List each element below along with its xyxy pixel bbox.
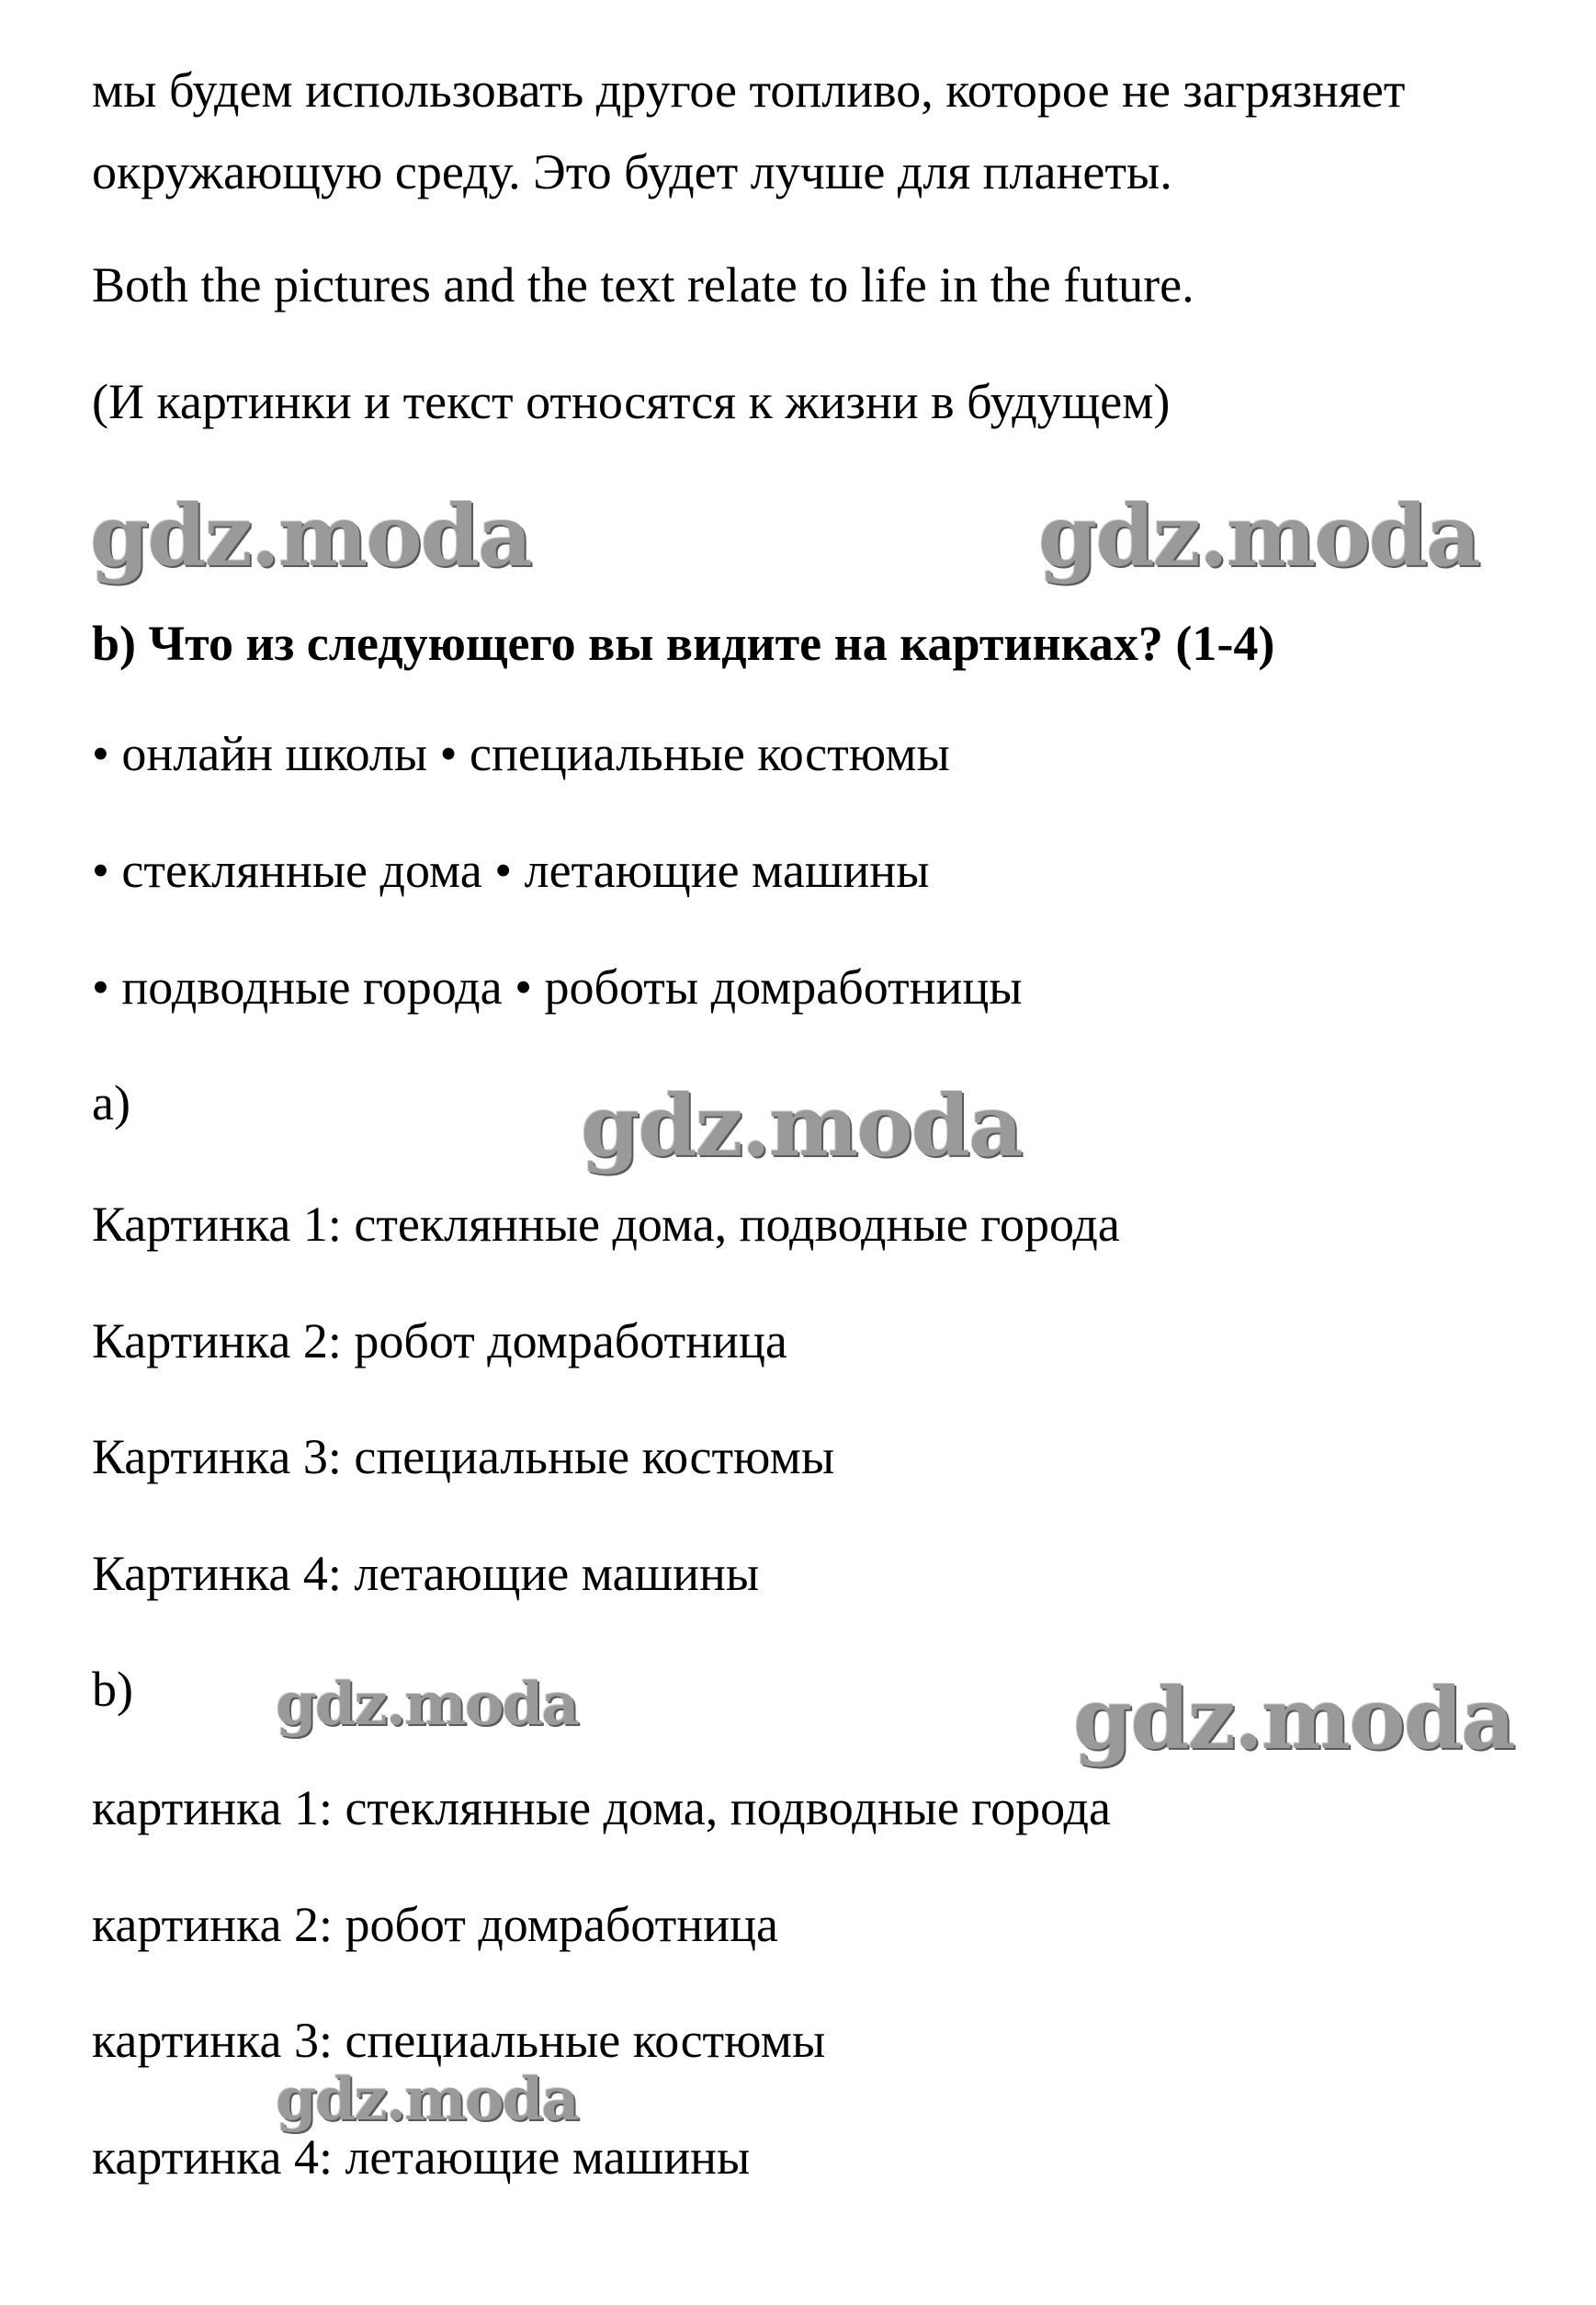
task-heading: b) Что из следующего вы видите на картинках? (1-4): [92, 616, 1275, 671]
section-label-b: b): [92, 1662, 133, 1717]
option-line: • подводные города • роботы домработницы: [92, 959, 1023, 1015]
answer-line: картинка 3: специальные костюмы: [92, 2013, 826, 2068]
answer-line: картинка 1: стеклянные дома, подводные города: [92, 1780, 1111, 1835]
answer-line: Картинка 3: специальные костюмы: [92, 1429, 835, 1484]
answer-line: картинка 2: робот домработница: [92, 1897, 778, 1952]
paragraph-line: Both the pictures and the text relate to life in the future.: [92, 257, 1194, 312]
option-line: • онлайн школы • специальные костюмы: [92, 726, 950, 781]
paragraph-line: мы будем использовать другое топливо, которое не загрязняет: [92, 62, 1406, 118]
option-line: • стеклянные дома • летающие машины: [92, 843, 930, 898]
watermark-logo: gdz.moda: [1073, 1669, 1514, 1768]
watermark-logo: gdz.moda: [581, 1076, 1022, 1175]
answer-line: Картинка 2: робот домработница: [92, 1313, 787, 1368]
watermark-logo: gdz.moda: [1038, 486, 1479, 585]
watermark-logo: gdz.moda: [276, 1670, 578, 1739]
paragraph-line: окружающую среду. Это будет лучше для планеты.: [92, 144, 1172, 199]
watermark-logo: gdz.moda: [276, 2065, 578, 2134]
paragraph-line: (И картинки и текст относятся к жизни в будущем): [92, 374, 1171, 429]
answer-line: картинка 4: летающие машины: [92, 2129, 751, 2185]
answer-line: Картинка 4: летающие машины: [92, 1546, 760, 1601]
answer-line: Картинка 1: стеклянные дома, подводные города: [92, 1197, 1120, 1252]
watermark-logo: gdz.moda: [90, 486, 531, 585]
section-label-a: a): [92, 1075, 130, 1130]
